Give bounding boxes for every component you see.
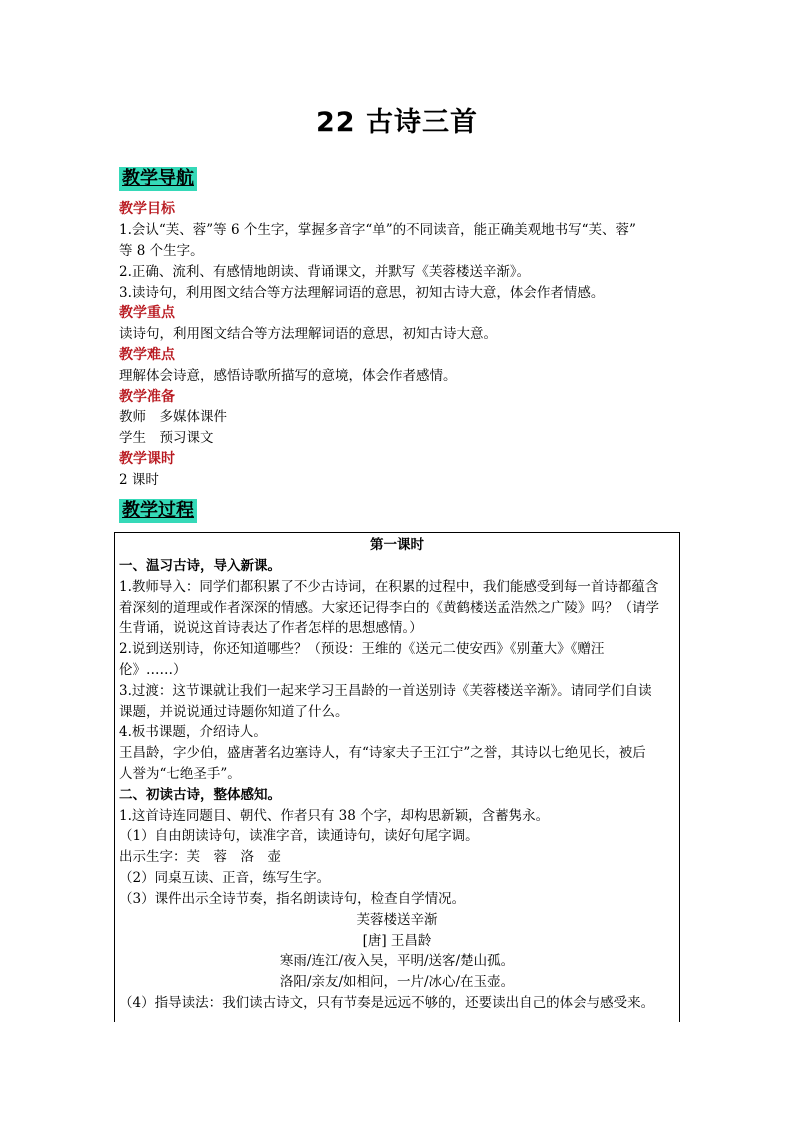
lesson-line: 3.过渡：这节课就让我们一起来学习王昌龄的一首送别诗《芙蓉楼送辛渐》。请同学们自读 bbox=[119, 683, 652, 699]
page-title: 22 古诗三首 bbox=[316, 107, 478, 138]
lesson-line: 人誉为“七绝圣手”。 bbox=[119, 766, 241, 782]
hours-line: 2 课时 bbox=[119, 472, 159, 488]
lesson-line: 课题，并说说通过诗题你知道了什么。 bbox=[119, 704, 349, 720]
difficulty-heading: 教学难点 bbox=[119, 347, 175, 363]
lesson-line: （1）自由朗读诗句，读准字音，读通诗句，读好句尾字调。 bbox=[119, 828, 479, 844]
lesson-line: （3）课件出示全诗节奏，指名朗读诗句，检查自学情况。 bbox=[119, 891, 466, 907]
nav-heading: 教学导航 bbox=[119, 167, 197, 191]
process-heading: 教学过程 bbox=[119, 499, 197, 523]
lesson-line: 王昌龄，字少伯，盛唐著名边塞诗人，有“诗家夫子王江宁”之誉，其诗以七绝见长，被后 bbox=[119, 745, 646, 761]
prep-line: 学生 预习课文 bbox=[119, 430, 214, 446]
hours-heading: 教学课时 bbox=[119, 451, 175, 467]
part1-heading: 一、温习古诗，导入新课。 bbox=[119, 558, 281, 574]
lesson-line: 1.教师导入：同学们都积累了不少古诗词，在积累的过程中，我们能感受到每一首诗都蕴含 bbox=[119, 579, 659, 595]
poem-line: 寒雨/连江/夜入吴，平明/送客/楚山孤。 bbox=[279, 953, 515, 969]
lesson-line: 着深刻的道理或作者深深的情感。大家还记得李白的《黄鹤楼送孟浩然之广陵》吗？（请学 bbox=[119, 600, 659, 616]
lesson-line: 4.板书课题，介绍诗人。 bbox=[119, 724, 267, 740]
focus-line: 读诗句，利用图文结合等方法理解词语的意思，初知古诗大意。 bbox=[119, 326, 497, 342]
lesson-line: （4）指导读法：我们读古诗文，只有节奏是远远不够的，还要读出自己的体会与感受来。 bbox=[119, 995, 655, 1011]
lesson-line: 伦》……） bbox=[119, 662, 187, 678]
goals-line: 等 8 个生字。 bbox=[119, 243, 204, 259]
focus-heading: 教学重点 bbox=[119, 305, 175, 321]
lesson-title: 第一课时 bbox=[370, 537, 424, 553]
lesson-line: （2）同桌互读、正音，练写生字。 bbox=[119, 870, 331, 886]
poem-title: 芙蓉楼送辛渐 bbox=[356, 912, 438, 928]
goals-heading: 教学目标 bbox=[119, 201, 175, 217]
prep-line: 教师 多媒体课件 bbox=[119, 409, 227, 425]
poem-author: [唐] 王昌龄 bbox=[362, 933, 432, 949]
lesson-line: 2.说到送别诗，你还知道哪些？（预设：王维的《送元二使安西》《别董大》《赠汪 bbox=[119, 641, 605, 657]
goals-line: 1.会认“芙、蓉”等 6 个生字，掌握多音字“单”的不同读音，能正确美观地书写“芙、蓉” bbox=[119, 222, 636, 238]
lesson-line: 出示生字：芙 蓉 洛 壶 bbox=[119, 849, 281, 865]
goals-line: 2.正确、流利、有感情地朗读、背诵课文，并默写《芙蓉楼送辛渐》。 bbox=[119, 264, 531, 280]
part2-heading: 二、初读古诗，整体感知。 bbox=[119, 787, 281, 803]
lesson-line: 生背诵，说说这首诗表达了作者怎样的思想感情。） bbox=[119, 620, 423, 636]
difficulty-line: 理解体会诗意，感悟诗歌所描写的意境，体会作者感情。 bbox=[119, 368, 457, 384]
lesson-line: 1.这首诗连同题目、朝代、作者只有 38 个字，却构思新颖，含蓄隽永。 bbox=[119, 808, 550, 824]
poem-line: 洛阳/亲友/如相问，一片/冰心/在玉壶。 bbox=[279, 974, 515, 990]
prep-heading: 教学准备 bbox=[119, 389, 175, 405]
goals-line: 3.读诗句，利用图文结合等方法理解词语的意思，初知古诗大意，体会作者情感。 bbox=[119, 285, 605, 301]
